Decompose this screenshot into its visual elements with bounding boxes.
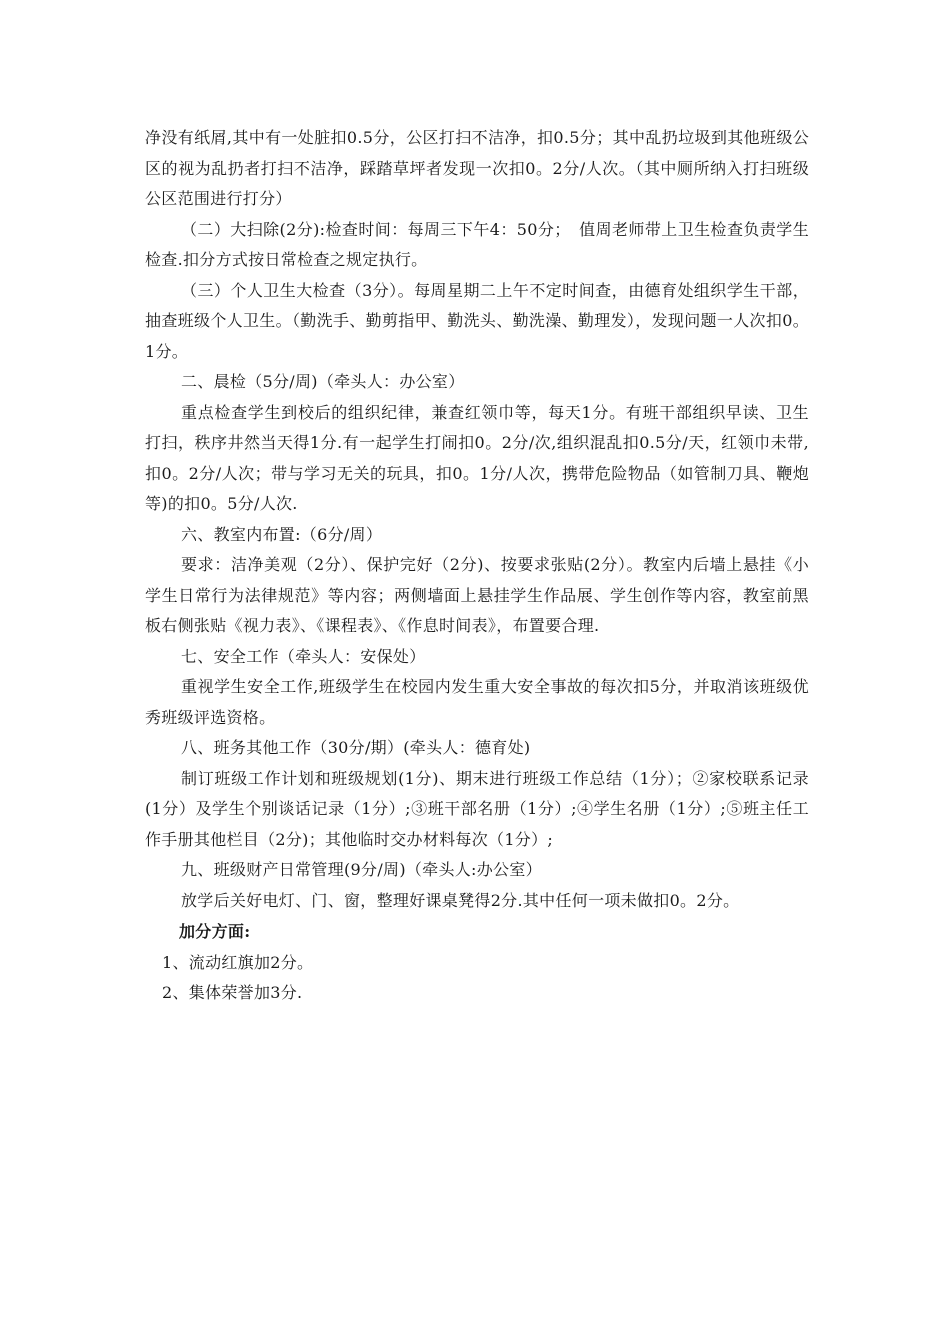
- heading-class-affairs: 八、班务其他工作（30分/期）(牵头人：德育处): [181, 738, 531, 757]
- heading-morning-check: 二、晨检（5分/周)（牵头人：办公室）: [181, 372, 465, 391]
- list-item-bonus-2: 2、集体荣誉加3分.: [162, 983, 303, 1002]
- heading-bonus: 加分方面:: [179, 922, 251, 941]
- paragraph-morning-check: 重点检查学生到校后的组织纪律，兼查红领巾等，每天1分。有班干部组织早读、卫生打扫，秩序井然当天得1分.有一起学生打闹扣0。2分/次,组织混乱扣0.5分/天，红领巾未带,扣0。2分/人次；带与学习无关的玩具，扣0。1分/人次，携带危险物品（如管制刀具、鞭炮等)的扣0。5分/人次.: [145, 402, 809, 513]
- heading-safety: 七、安全工作（牵头人：安保处）: [181, 646, 426, 666]
- paragraph-class-affairs: 制订班级工作计划和班级规划(1分)、期末进行班级工作总结（1分）；②家校联系记录(1分）及学生个别谈话记录（1分）;③班干部名册（1分）;④学生名册（1分）;⑤班主任工作手册其他栏目（2分)；其他临时交办材料每次（1分）;: [145, 768, 809, 849]
- paragraph-hygiene-continued: 净没有纸屑,其中有一处脏扣0.5分，公区打扫不洁净，扣0.5分；其中乱扔垃圾到其他班级公区的视为乱扔者打扫不洁净，踩踏草坪者发现一次扣0。2分/人次。（其中厕所纳入打扫班级公区范围进行打分）: [145, 128, 809, 208]
- paragraph-cleaning: （二）大扫除(2分):检查时间：每周三下午4：50分； 值周老师带上卫生检查负责学生检查.扣分方式按日常检查之规定执行。: [145, 219, 809, 269]
- heading-classroom-layout: 六、教室内布置:（6分/周）: [181, 524, 383, 544]
- document-body: [145, 123, 809, 1009]
- paragraph-property: 放学后关好电灯、门、窗，整理好课桌凳得2分.其中任何一项未做扣0。2分。: [181, 890, 740, 910]
- paragraph-classroom-layout: 要求：洁净美观（2分）、保护完好（2分)、按要求张贴(2分）。教室内后墙上悬挂《小学生日常行为法律规范》等内容；两侧墙面上悬挂学生作品展、学生创作等内容，教室前黑板右侧张贴《视力表》、《课程表》、《作息时间表》，布置要合理.: [145, 555, 809, 635]
- heading-property: 九、班级财产日常管理(9分/周)（牵头人:办公室）: [181, 860, 542, 879]
- list-item-bonus-1: 1、流动红旗加2分。: [162, 952, 314, 972]
- paragraph-safety: 重视学生安全工作,班级学生在校园内发生重大安全事故的每次扣5分，并取消该班级优秀班级评选资格。: [145, 677, 809, 727]
- paragraph-personal-hygiene: （三）个人卫生大检查（3分）。每周星期二上午不定时间查，由德育处组织学生干部，抽查班级个人卫生。（勤洗手、勤剪指甲、勤洗头、勤洗澡、勤理发），发现问题一人次扣0。1分。: [145, 280, 809, 361]
